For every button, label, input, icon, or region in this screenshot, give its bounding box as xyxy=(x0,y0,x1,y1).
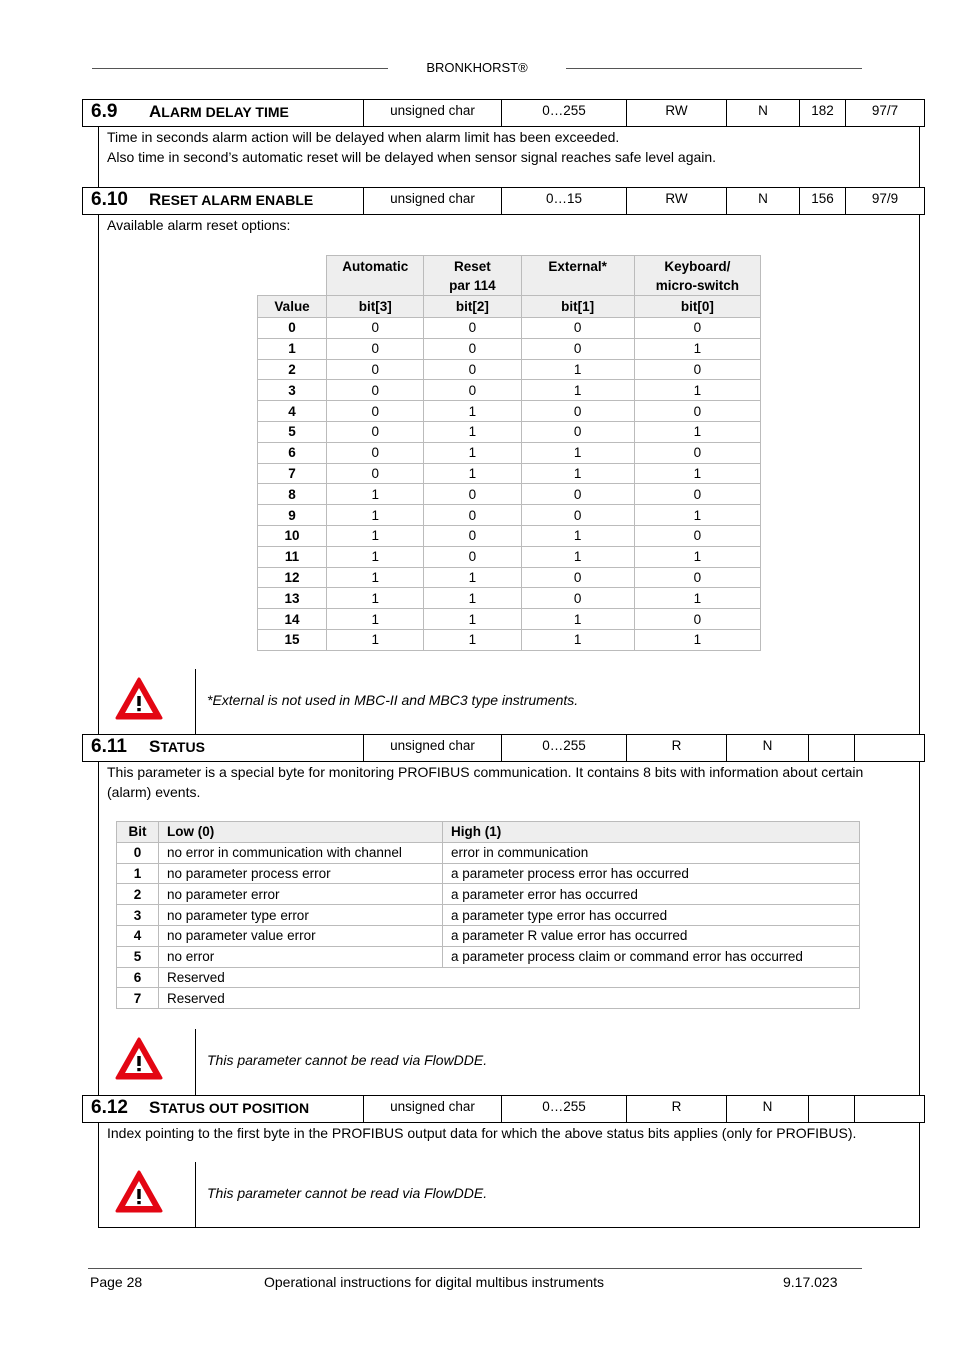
bit-cell: 1 xyxy=(521,609,634,630)
value-cell: 3 xyxy=(258,380,327,401)
param-access: R xyxy=(626,735,726,761)
param-proc xyxy=(854,1096,924,1122)
bit-cell: 1 xyxy=(521,546,634,567)
bit-cell: 0 xyxy=(521,401,634,422)
high-cell: a parameter error has occurred xyxy=(443,884,860,905)
table-row xyxy=(258,629,761,650)
bit-cell: 0 xyxy=(424,380,521,401)
table-row xyxy=(258,525,761,546)
low-cell: no parameter value error xyxy=(159,925,443,946)
value-cell: 8 xyxy=(258,484,327,505)
section-6-10-note: *External is not used in MBC-II and MBC3 type instruments. xyxy=(207,692,579,708)
table-row xyxy=(258,505,761,526)
section-6-9-desc-2: Also time in second’s automatic reset will be delayed when sensor signal reaches safe level again. xyxy=(107,149,717,165)
warning-icon xyxy=(114,1036,164,1082)
table-row xyxy=(117,863,860,884)
section-title: STATUS OUT POSITION xyxy=(149,1098,310,1117)
value-cell: 12 xyxy=(258,567,327,588)
table-row xyxy=(258,588,761,609)
section-number: 6.11 xyxy=(91,736,127,757)
section-number: 6.9 xyxy=(91,101,118,122)
bit-cell: 2 xyxy=(117,884,159,905)
bit-cell: 1 xyxy=(634,588,760,609)
col-low: Low (0) xyxy=(159,822,443,843)
value-cell: 7 xyxy=(258,463,327,484)
value-cell: 10 xyxy=(258,525,327,546)
note-divider xyxy=(195,1162,196,1228)
table-header-row xyxy=(258,296,761,318)
high-cell: a parameter process claim or command error has occurred xyxy=(443,946,860,967)
param-flag: N xyxy=(726,735,808,761)
section-6-12-header xyxy=(82,1095,925,1123)
bit-cell: 1 xyxy=(521,442,634,463)
bit-cell: 1 xyxy=(327,609,424,630)
bit-cell: 0 xyxy=(521,588,634,609)
table-row xyxy=(258,401,761,422)
low-cell: Reserved xyxy=(159,967,860,988)
col-bit: Bit xyxy=(117,822,159,843)
col-bit1: bit[1] xyxy=(521,296,634,318)
section-title: ALARM DELAY TIME xyxy=(149,102,289,121)
param-type: unsigned char xyxy=(363,735,501,761)
bit-cell: 0 xyxy=(424,525,521,546)
bit-cell: 1 xyxy=(424,609,521,630)
bit-cell: 1 xyxy=(634,546,760,567)
param-proc: 97/7 xyxy=(845,100,924,126)
param-access: R xyxy=(626,1096,726,1122)
table-row xyxy=(258,484,761,505)
bit-cell: 1 xyxy=(327,525,424,546)
param-code xyxy=(808,735,854,761)
section-6-10-desc: Available alarm reset options: xyxy=(107,217,291,233)
bit-cell: 0 xyxy=(327,359,424,380)
param-access: RW xyxy=(626,188,726,214)
param-range: 0…255 xyxy=(501,1096,626,1122)
bit-cell: 0 xyxy=(424,505,521,526)
bit-cell: 0 xyxy=(327,318,424,339)
bit-cell: 0 xyxy=(634,442,760,463)
bit-cell: 0 xyxy=(117,842,159,863)
bit-cell: 0 xyxy=(327,401,424,422)
section-6-12-note: This parameter cannot be read via FlowDDE. xyxy=(207,1185,488,1201)
warning-icon xyxy=(114,676,164,722)
table-row xyxy=(258,442,761,463)
bit-cell: 1 xyxy=(424,421,521,442)
bit-cell: 1 xyxy=(634,629,760,650)
bit-cell: 0 xyxy=(521,421,634,442)
bit-cell: 1 xyxy=(424,442,521,463)
bit-cell: 0 xyxy=(521,338,634,359)
param-type: unsigned char xyxy=(363,100,501,126)
bit-cell: 0 xyxy=(521,505,634,526)
col-automatic: Automatic xyxy=(327,256,424,296)
table-row xyxy=(258,338,761,359)
col-value: Value xyxy=(258,296,327,318)
bit-cell: 6 xyxy=(117,967,159,988)
table-row xyxy=(117,884,860,905)
table-row xyxy=(258,318,761,339)
section-number: 6.12 xyxy=(91,1097,128,1118)
param-range: 0…255 xyxy=(501,100,626,126)
high-cell: a parameter R value error has occurred xyxy=(443,925,860,946)
header-brand: BRONKHORST® xyxy=(426,60,528,75)
param-type: unsigned char xyxy=(363,188,501,214)
param-type: unsigned char xyxy=(363,1096,501,1122)
table-header-row xyxy=(258,256,761,296)
table-row xyxy=(258,359,761,380)
table-row xyxy=(258,567,761,588)
bit-cell: 0 xyxy=(634,609,760,630)
value-cell: 14 xyxy=(258,609,327,630)
bit-cell: 1 xyxy=(634,505,760,526)
section-title: RESET ALARM ENABLE xyxy=(149,190,314,209)
bit-cell: 0 xyxy=(424,318,521,339)
bit-cell: 0 xyxy=(327,421,424,442)
bit-cell: 1 xyxy=(634,421,760,442)
col-high: High (1) xyxy=(443,822,860,843)
low-cell: no error xyxy=(159,946,443,967)
table-row xyxy=(117,946,860,967)
value-cell: 15 xyxy=(258,629,327,650)
bit-cell: 0 xyxy=(424,359,521,380)
param-flag: N xyxy=(726,100,799,126)
section-6-12-desc: Index pointing to the first byte in the PROFIBUS output data for which the above status bits applies (only for PROFIBUS). xyxy=(107,1125,857,1141)
bit-cell: 1 xyxy=(424,401,521,422)
section-6-11-note: This parameter cannot be read via FlowDDE. xyxy=(207,1052,488,1068)
col-keyboard: Keyboard/ micro-switch xyxy=(634,256,760,296)
bit-cell: 1 xyxy=(117,863,159,884)
bit-cell: 1 xyxy=(327,588,424,609)
param-flag: N xyxy=(726,1096,808,1122)
high-cell: error in communication xyxy=(443,842,860,863)
table-row xyxy=(117,925,860,946)
bit-cell: 1 xyxy=(424,567,521,588)
col-external: External* xyxy=(521,256,634,296)
table-row xyxy=(117,967,860,988)
table-row xyxy=(117,842,860,863)
bit-cell: 1 xyxy=(521,629,634,650)
bit-cell: 7 xyxy=(117,988,159,1009)
section-6-9-desc-1: Time in seconds alarm action will be delayed when alarm limit has been exceeded. xyxy=(107,129,620,145)
bit-cell: 0 xyxy=(521,484,634,505)
bit-cell: 0 xyxy=(521,318,634,339)
col-bit3: bit[3] xyxy=(327,296,424,318)
bit-cell: 0 xyxy=(634,401,760,422)
value-cell: 2 xyxy=(258,359,327,380)
bit-cell: 1 xyxy=(521,359,634,380)
table-row xyxy=(117,905,860,926)
param-code: 156 xyxy=(799,188,845,214)
bit-cell: 1 xyxy=(424,629,521,650)
status-bits-table xyxy=(116,821,860,1009)
footer-page: Page 28 xyxy=(90,1274,143,1290)
table-row xyxy=(258,380,761,401)
table-row xyxy=(117,988,860,1009)
bit-cell: 1 xyxy=(327,567,424,588)
high-cell: a parameter process error has occurred xyxy=(443,863,860,884)
table-header-row xyxy=(117,822,860,843)
low-cell: no error in communication with channel xyxy=(159,842,443,863)
low-cell: no parameter type error xyxy=(159,905,443,926)
value-cell: 4 xyxy=(258,401,327,422)
bit-cell: 1 xyxy=(521,380,634,401)
bit-cell: 1 xyxy=(327,505,424,526)
param-proc: 97/9 xyxy=(845,188,924,214)
note-divider xyxy=(195,669,196,735)
bit-cell: 1 xyxy=(327,629,424,650)
bit-cell: 0 xyxy=(327,442,424,463)
value-cell: 6 xyxy=(258,442,327,463)
param-code: 182 xyxy=(799,100,845,126)
section-6-11-header xyxy=(82,734,925,762)
section-6-11-desc-1: This parameter is a special byte for monitoring PROFIBUS communication. It contains 8 bits with information about certain xyxy=(107,764,864,780)
param-proc xyxy=(854,735,924,761)
bit-cell: 1 xyxy=(634,338,760,359)
bit-cell: 0 xyxy=(424,546,521,567)
param-access: RW xyxy=(626,100,726,126)
table-row xyxy=(258,421,761,442)
param-code xyxy=(808,1096,854,1122)
low-cell: no parameter process error xyxy=(159,863,443,884)
table-row xyxy=(258,463,761,484)
param-range: 0…255 xyxy=(501,735,626,761)
bit-cell: 5 xyxy=(117,946,159,967)
low-cell: Reserved xyxy=(159,988,860,1009)
param-flag: N xyxy=(726,188,799,214)
param-range: 0…15 xyxy=(501,188,626,214)
bit-cell: 0 xyxy=(634,318,760,339)
bit-cell: 0 xyxy=(521,567,634,588)
col-bit0: bit[0] xyxy=(634,296,760,318)
bit-cell: 0 xyxy=(634,359,760,380)
col-bit2: bit[2] xyxy=(424,296,521,318)
bit-cell: 0 xyxy=(634,525,760,546)
footer-doc-title: Operational instructions for digital multibus instruments xyxy=(264,1274,605,1290)
low-cell: no parameter error xyxy=(159,884,443,905)
bit-cell: 0 xyxy=(634,567,760,588)
reset-options-table xyxy=(257,255,761,651)
value-cell: 9 xyxy=(258,505,327,526)
bit-cell: 3 xyxy=(117,905,159,926)
section-6-10-header xyxy=(82,187,925,215)
footer-rule xyxy=(88,1268,862,1269)
bit-cell: 0 xyxy=(327,463,424,484)
bit-cell: 0 xyxy=(424,338,521,359)
bit-cell: 4 xyxy=(117,925,159,946)
high-cell: a parameter type error has occurred xyxy=(443,905,860,926)
value-cell: 1 xyxy=(258,338,327,359)
value-cell: 11 xyxy=(258,546,327,567)
section-6-9-header xyxy=(82,99,925,127)
bit-cell: 1 xyxy=(327,484,424,505)
section-6-11-desc-2: (alarm) events. xyxy=(107,784,201,800)
table-row xyxy=(258,546,761,567)
section-title: STATUS xyxy=(149,737,205,756)
bit-cell: 1 xyxy=(327,546,424,567)
col-reset: Reset par 114 xyxy=(424,256,521,296)
bit-cell: 1 xyxy=(634,380,760,401)
value-cell: 0 xyxy=(258,318,327,339)
section-number: 6.10 xyxy=(91,189,128,210)
value-cell: 13 xyxy=(258,588,327,609)
bit-cell: 0 xyxy=(424,484,521,505)
bit-cell: 1 xyxy=(634,463,760,484)
bit-cell: 1 xyxy=(521,525,634,546)
warning-icon xyxy=(114,1169,164,1215)
bit-cell: 1 xyxy=(424,463,521,484)
note-divider xyxy=(195,1029,196,1095)
value-cell: 5 xyxy=(258,421,327,442)
table-row xyxy=(258,609,761,630)
bit-cell: 0 xyxy=(634,484,760,505)
bit-cell: 0 xyxy=(327,338,424,359)
bit-cell: 1 xyxy=(424,588,521,609)
bit-cell: 0 xyxy=(327,380,424,401)
footer-doc-code: 9.17.023 xyxy=(783,1274,838,1290)
bit-cell: 1 xyxy=(521,463,634,484)
